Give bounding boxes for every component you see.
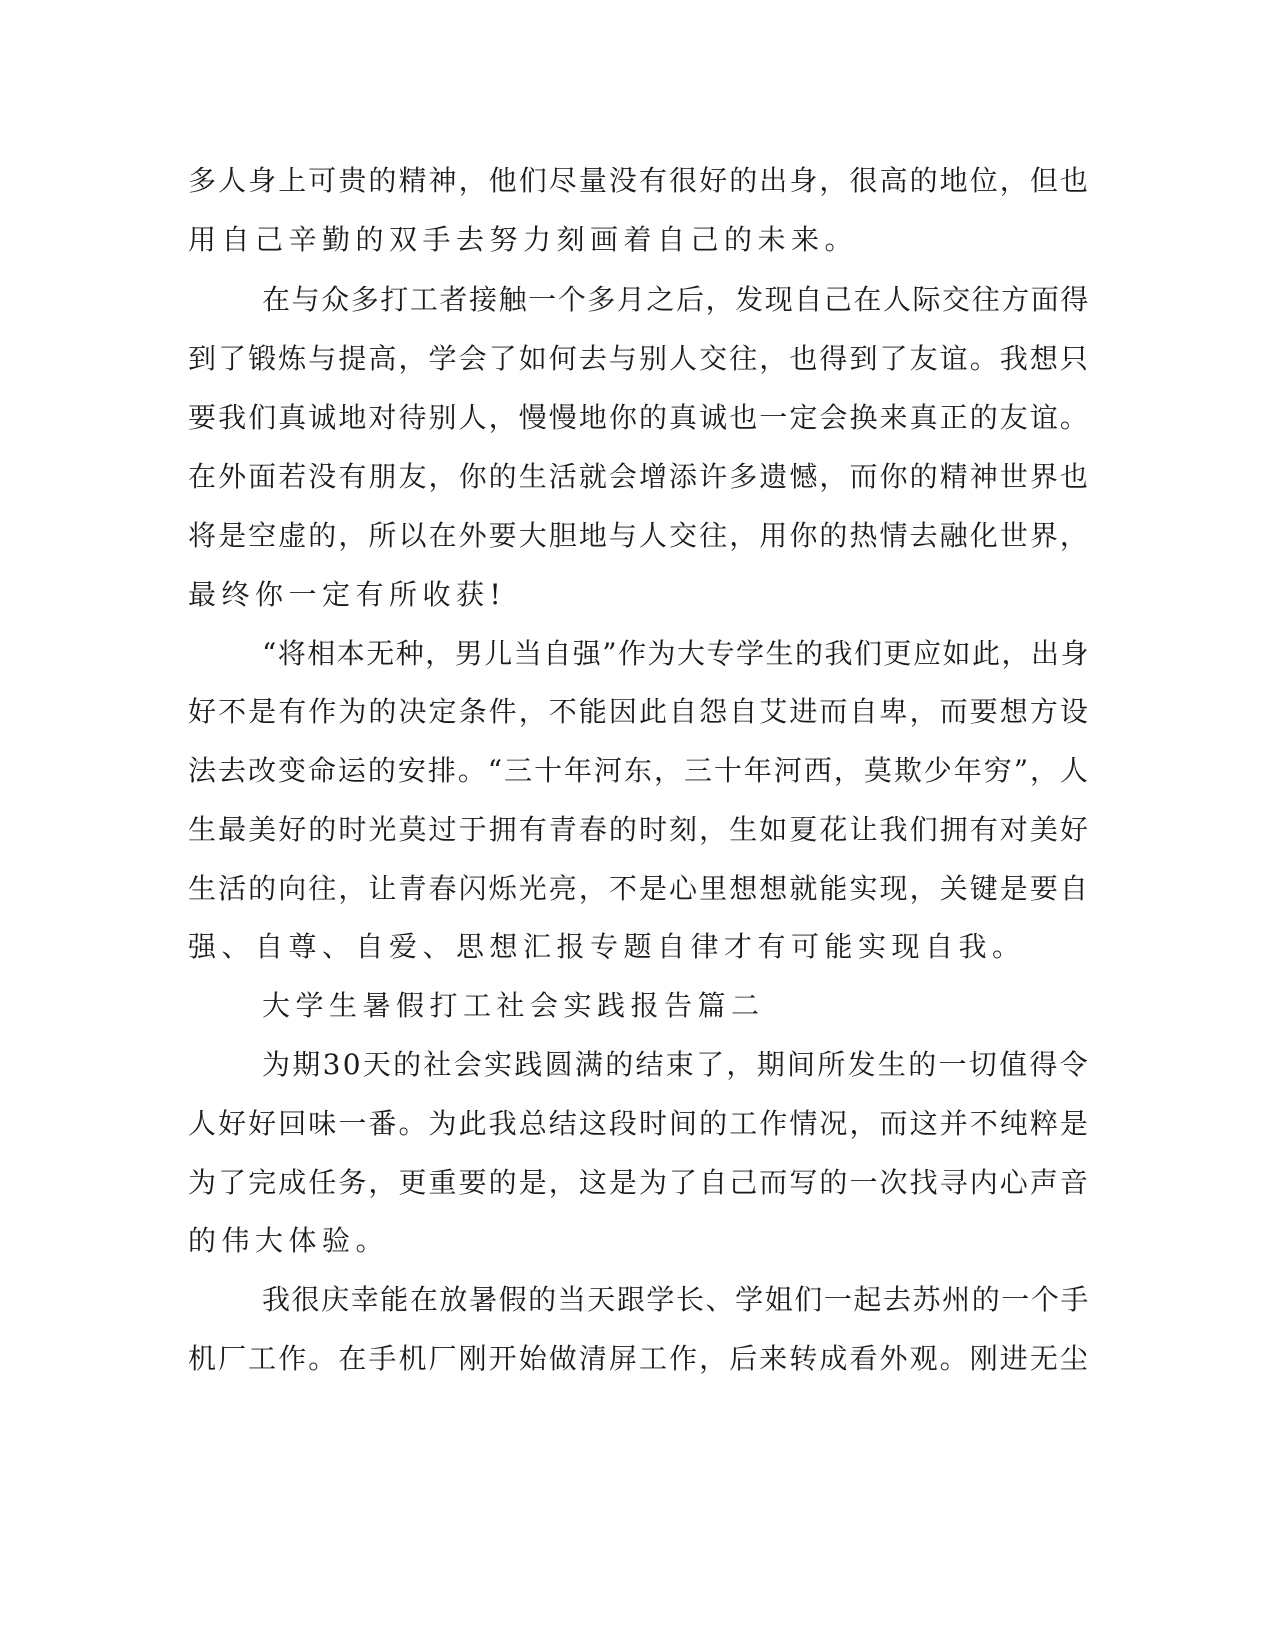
text-line: 用自己辛勤的双手去努力刻画着自己的未来。 (188, 223, 859, 256)
text-line: 生活的向往，让青春闪烁光亮，不是心里想想就能实现，关键是要自 (188, 872, 1090, 905)
text-line: 为期30天的社会实践圆满的结束了，期间所发生的一切值得令 (262, 1048, 1090, 1081)
text-line: 最终你一定有所收获! (188, 578, 507, 611)
text-line: 法去改变命运的安排。“三十年河东，三十年河西，莫欺少年穷”，人 (188, 754, 1090, 787)
text-line: 将是空虚的，所以在外要大胆地与人交往，用你的热情去融化世界， (188, 519, 1090, 552)
text-line: “将相本无种，男儿当自强”作为大专学生的我们更应如此，出身 (262, 637, 1090, 670)
text-line: 我很庆幸能在放暑假的当天跟学长、学姐们一起去苏州的一个手 (262, 1283, 1090, 1316)
text-line: 强、自尊、自爱、思想汇报专题自律才有可能实现自我。 (188, 930, 1026, 963)
text-line: 多人身上可贵的精神，他们尽量没有很好的出身，很高的地位，但也 (188, 164, 1090, 197)
text-line: 的伟大体验。 (188, 1224, 390, 1257)
text-line: 人好好回味一番。为此我总结这段时间的工作情况，而这并不纯粹是 (188, 1107, 1090, 1140)
section-heading: 大学生暑假打工社会实践报告篇二 (262, 989, 765, 1022)
text-line: 要我们真诚地对待别人，慢慢地你的真诚也一定会换来真正的友谊。 (188, 401, 1090, 434)
text-line: 生最美好的时光莫过于拥有青春的时刻，生如夏花让我们拥有对美好 (188, 813, 1090, 846)
text-line: 到了锻炼与提高，学会了如何去与别人交往，也得到了友谊。我想只 (188, 342, 1090, 375)
text-line: 好不是有作为的决定条件，不能因此自怨自艾进而自卑，而要想方设 (188, 695, 1090, 728)
text-line: 在外面若没有朋友，你的生活就会增添许多遗憾，而你的精神世界也 (188, 460, 1090, 493)
text-line: 为了完成任务，更重要的是，这是为了自己而写的一次找寻内心声音 (188, 1166, 1090, 1199)
text-line: 机厂工作。在手机厂刚开始做清屏工作，后来转成看外观。刚进无尘 (188, 1342, 1090, 1375)
text-line: 在与众多打工者接触一个多月之后，发现自己在人际交往方面得 (262, 283, 1090, 316)
